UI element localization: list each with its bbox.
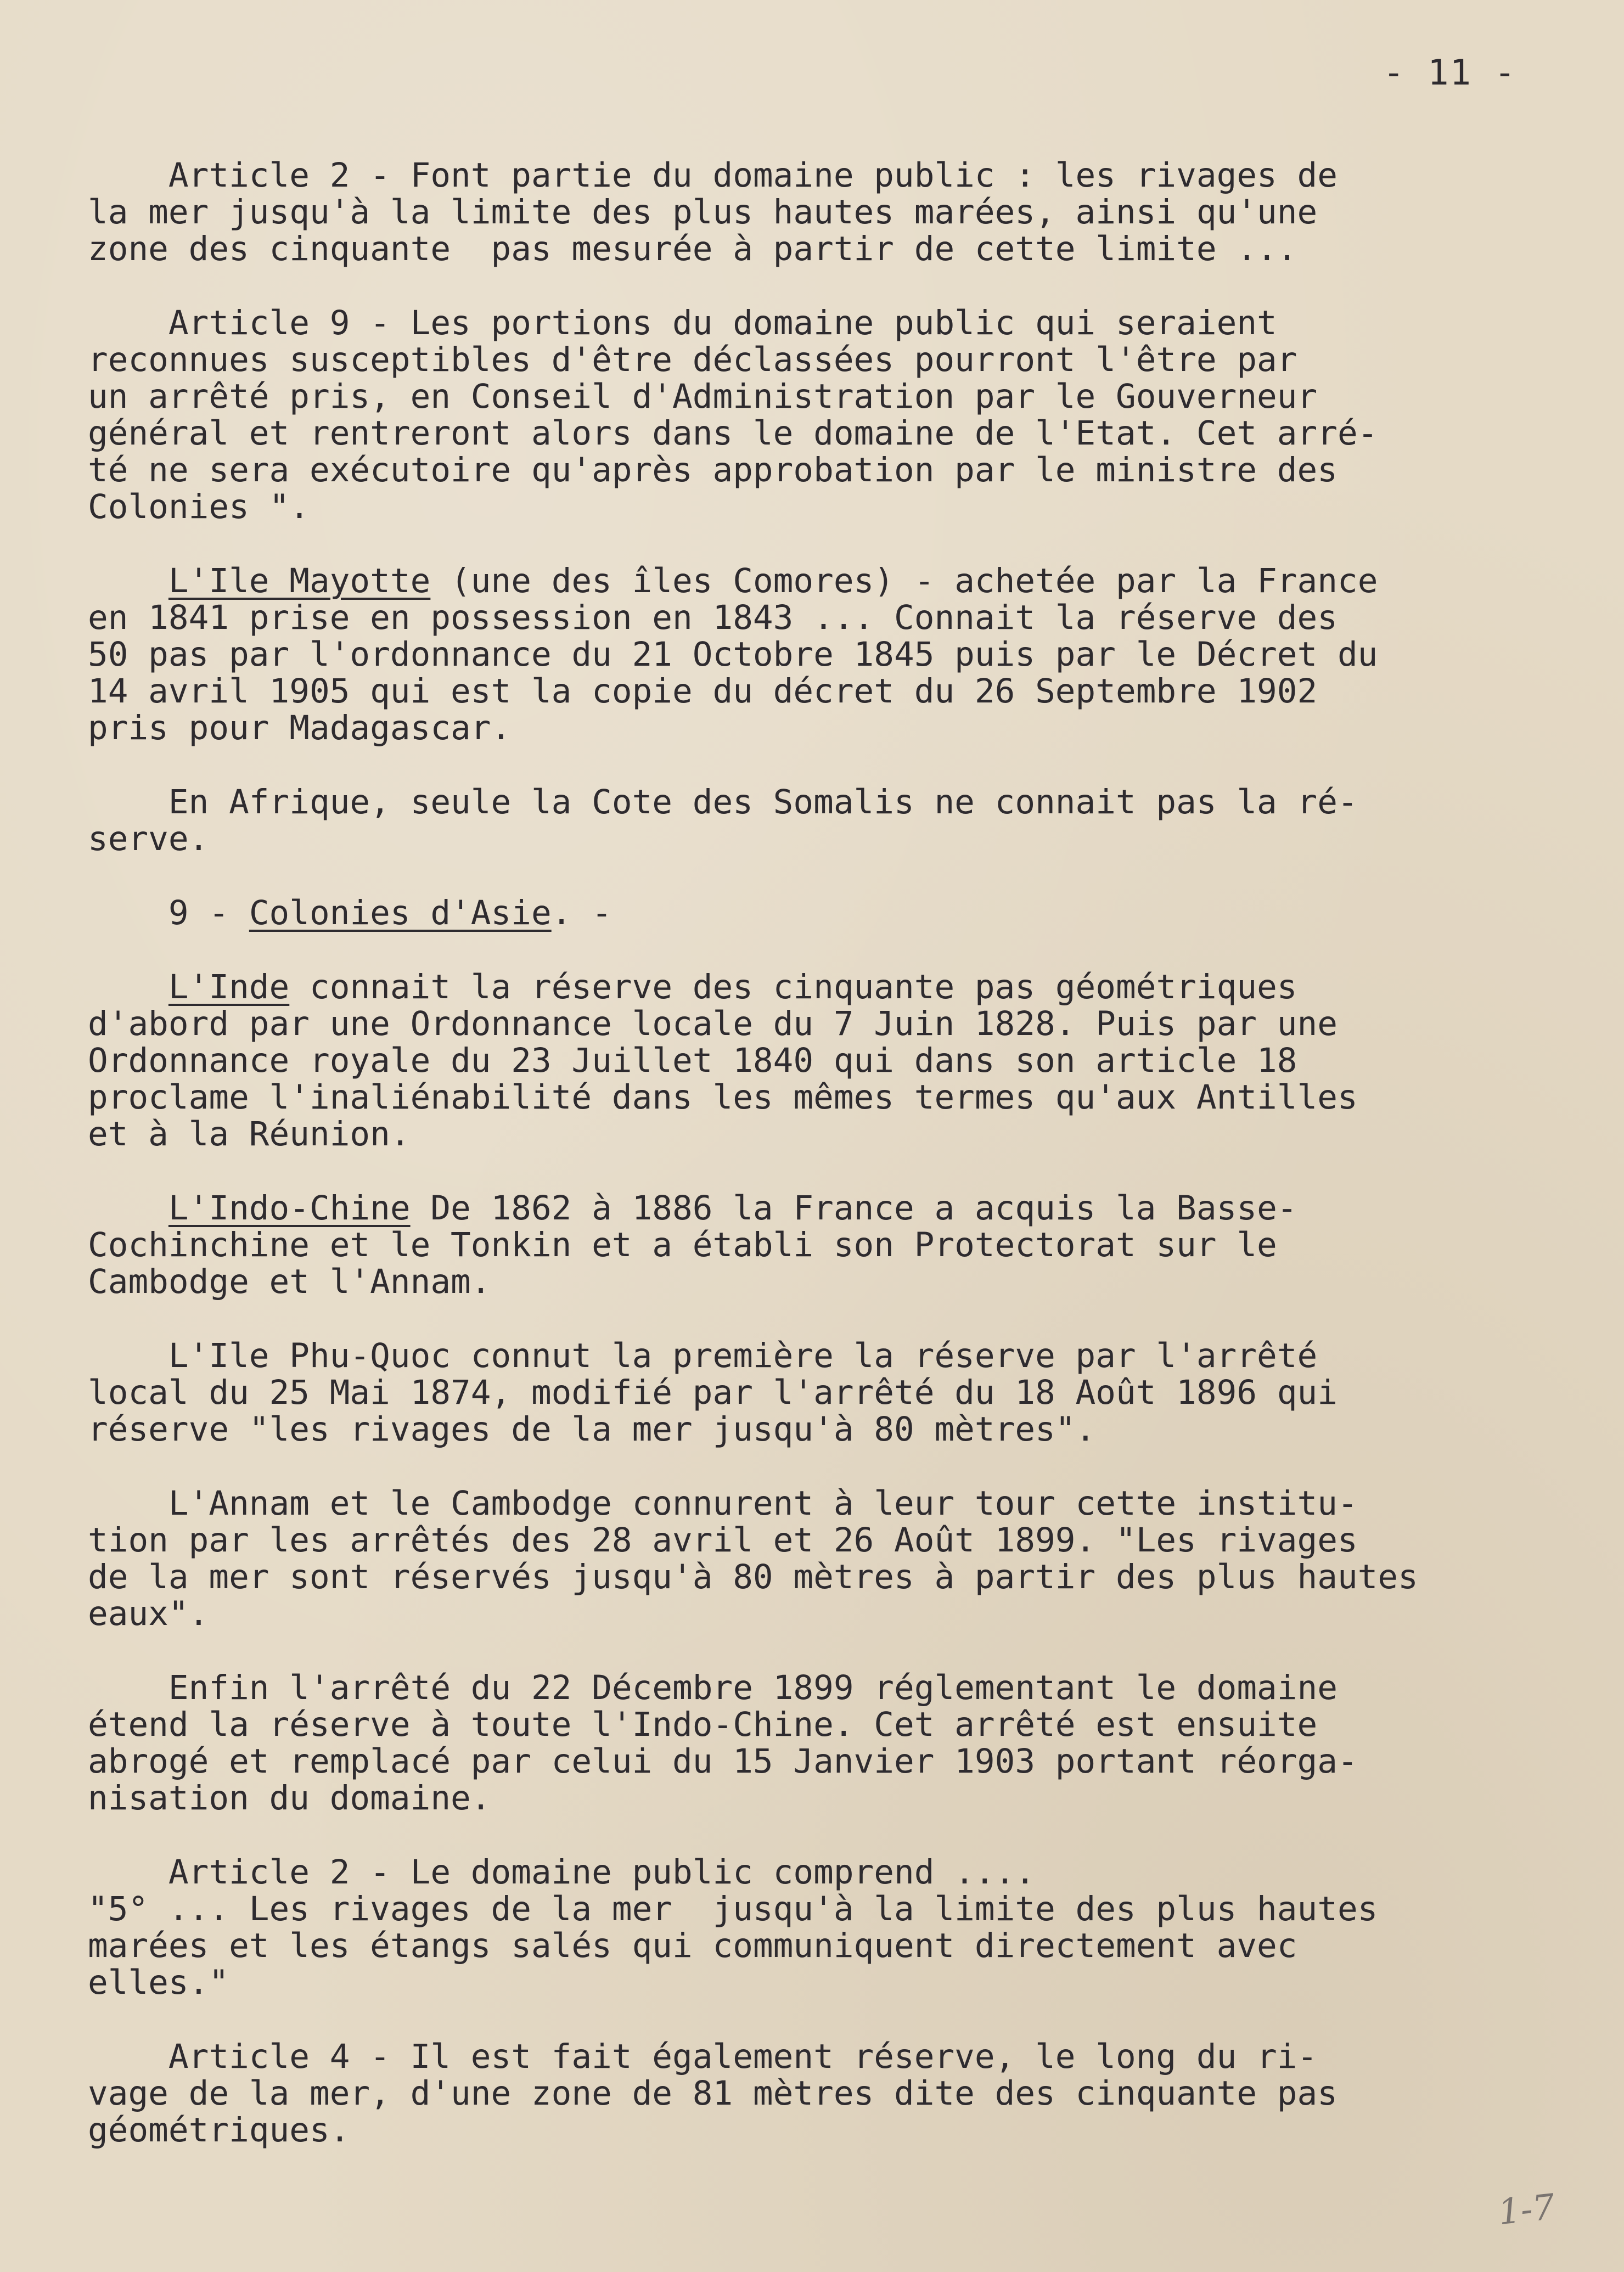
text-line: étend la réserve à toute l'Indo-Chine. Cet arrêté est ensuite [88,1705,1318,1744]
underlined-heading: L'Ile Mayotte [168,561,431,600]
text-line [88,1263,1537,1300]
text-line: abrogé et remplacé par celui du 15 Janvier 1903 portant réorga- [88,1742,1358,1781]
text-line [88,673,1537,710]
document-body [88,157,1537,2186]
text-segment: 9 - [168,893,249,932]
text-line: "5° ... Les rivages de la mer jusqu'à la limite des plus hautes [88,1889,1378,1928]
text-line [88,895,1537,931]
text-segment: 50 pas par l'ordonnance du 21 Octobre 1845 puis par le Décret du [88,635,1378,674]
paragraph [88,1337,1537,1448]
underlined-heading: Colonies d'Asie [249,893,552,932]
text-segment: et à la Réunion. [88,1115,411,1154]
text-segment: en 1841 prise en possession en 1843 ... Connait la réserve des [88,598,1338,637]
text-segment: Cambodge et l'Annam. [88,1262,491,1301]
text-line: nisation du domaine. [88,1779,491,1818]
text-line: tion par les arrêtés des 28 avril et 26 Août 1899. "Les rivages [88,1521,1358,1560]
text-line [88,1116,1537,1152]
text-line: En Afrique, seule la Cote des Somalis ne connait pas la ré- [88,783,1358,822]
text-line [88,1005,1537,1042]
text-line: un arrêté pris, en Conseil d'Administration par le Gouverneur [88,377,1318,416]
text-line: marées et les étangs salés qui communiquent directement avec [88,1926,1297,1965]
text-line: eaux". [88,1594,209,1633]
text-segment: d'abord par une Ordonnance locale du 7 Juin 1828. Puis par une [88,1004,1338,1043]
text-line [88,969,1537,1005]
paragraph [88,1669,1537,1817]
text-line: local du 25 Mai 1874, modifié par l'arrêté du 18 Août 1896 qui [88,1373,1338,1412]
text-segment: Ordonnance royale du 23 Juillet 1840 qui dans son article 18 [88,1041,1297,1080]
text-line [88,1190,1537,1227]
paragraph [88,1854,1537,2001]
text-line: de la mer sont réservés jusqu'à 80 mètres à partir des plus hautes [88,1557,1418,1596]
underlined-heading: L'Indo-Chine [168,1189,411,1228]
text-line [88,636,1537,673]
paragraph [88,895,1537,931]
text-line [88,710,1537,746]
text-line: Article 4 - Il est fait également réserve, le long du ri- [88,2037,1318,2076]
text-line: Article 2 - Font partie du domaine public : les rivages de [88,156,1338,195]
text-line: vage de la mer, d'une zone de 81 mètres dite des cinquante pas [88,2074,1338,2113]
text-line: général et rentreront alors dans le domaine de l'Etat. Cet arré- [88,414,1378,453]
text-line: Article 9 - Les portions du domaine public qui seraient [88,303,1277,342]
paragraph [88,969,1537,1152]
paragraph [88,1190,1537,1300]
text-line: té ne sera exécutoire qu'après approbation par le ministre des [88,451,1338,490]
text-segment: pris pour Madagascar. [88,708,512,747]
text-line: reconnues susceptibles d'être déclassées pourront l'être par [88,340,1297,379]
text-line: Enfin l'arrêté du 22 Décembre 1899 réglementant le domaine [88,1668,1338,1707]
paragraph [88,1485,1537,1632]
text-line [88,563,1537,599]
text-line: zone des cinquante pas mesurée à partir de cette limite ... [88,229,1297,268]
text-line: géométriques. [88,2111,350,2150]
text-line: Article 2 - Le domaine public comprend .... [88,1853,1036,1892]
paragraph [88,2038,1537,2149]
text-line: L'Ile Phu-Quoc connut la première la réserve par l'arrêté [88,1336,1318,1375]
text-segment: connait la réserve des cinquante pas géométriques [289,968,1297,1006]
text-line [88,1042,1537,1079]
text-line: elles." [88,1963,229,2002]
text-line: la mer jusqu'à la limite des plus hautes marées, ainsi qu'une [88,193,1318,232]
text-line: Colonies ". [88,487,310,526]
text-line [88,1227,1537,1263]
text-segment: proclame l'inaliénabilité dans les mêmes termes qu'aux Antilles [88,1078,1358,1117]
text-segment: 14 avril 1905 qui est la copie du décret du 26 Septembre 1902 [88,672,1318,711]
text-line: L'Annam et le Cambodge connurent à leur tour cette institu- [88,1484,1358,1523]
text-segment: Cochinchine et le Tonkin et a établi son Protectorat sur le [88,1225,1277,1264]
underlined-heading: L'Inde [168,968,290,1006]
text-line: serve. [88,819,209,858]
paragraph [88,784,1537,857]
text-segment: De 1862 à 1886 la France a acquis la Basse- [410,1189,1297,1228]
paragraph [88,563,1537,746]
paragraph [88,157,1537,267]
text-line [88,1079,1537,1116]
text-segment: (une des îles Comores) - achetée par la France [430,561,1378,600]
text-segment: . - [551,893,612,932]
paragraph [88,305,1537,525]
handwritten-note: 1-7 [1496,2186,1557,2234]
text-line: réserve "les rivages de la mer jusqu'à 80 mètres". [88,1410,1096,1449]
page-number: - 11 - [1383,53,1517,93]
text-line [88,599,1537,636]
